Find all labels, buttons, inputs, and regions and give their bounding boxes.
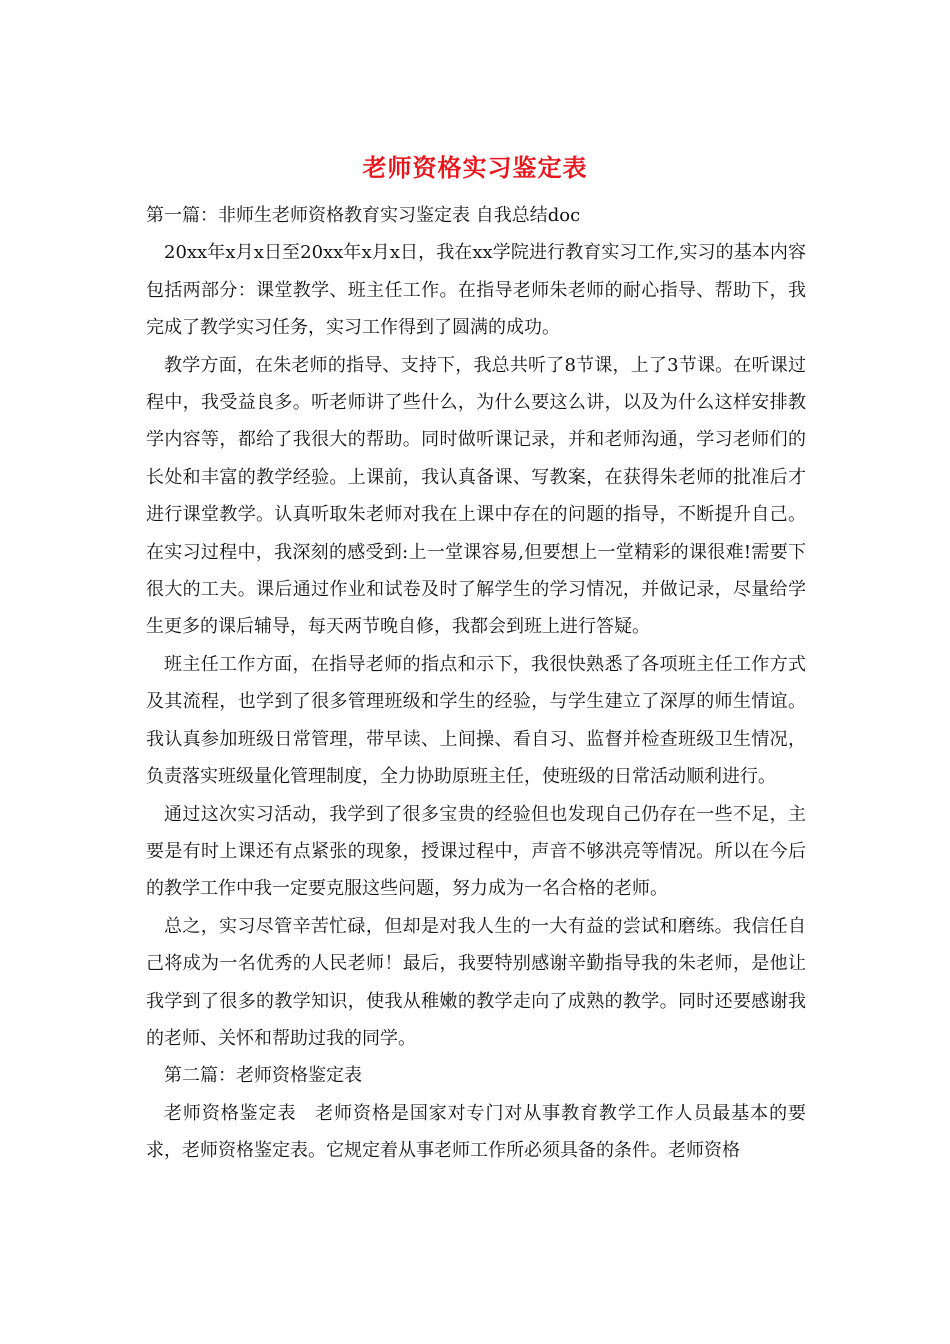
paragraph: 班主任工作方面，在指导老师的指点和示下，我很快熟悉了各项班主任工作方式及其流程，也学到了很多管理班级和学生的经验，与学生建立了深厚的师生情谊。我认真参加班级日常管理，带早读、上间操、看自习、监督并检查班级卫生情况，负责落实班级量化管理制度，全力协助原班主任，使班级的日常活动顺利进行。 xyxy=(146,653,806,788)
paragraph: 老师资格鉴定表 老师资格是国家对专门对从事教育教学工作人员最基本的要求，老师资格鉴定表。它规定着从事老师工作所必须具备的条件。老师资格 xyxy=(146,1102,806,1162)
section-heading-1: 第一篇：非师生老师资格教育实习鉴定表 自我总结doc xyxy=(146,205,581,226)
document-title: 老师资格实习鉴定表 xyxy=(362,153,588,182)
section-heading-2: 第二篇：老师资格鉴定表 xyxy=(164,1065,362,1087)
document-body xyxy=(146,197,806,1170)
paragraph: 总之，实习尽管辛苦忙碌，但却是对我人生的一大有益的尝试和磨练。我信任自己将成为一名优秀的人民老师！最后，我要特别感谢辛勤指导我的朱老师，是他让我学到了很多的教学知识，使我从稚嫩的教学走向了成熟的教学。同时还要感谢我的老师、关怀和帮助过我的同学。 xyxy=(146,915,806,1049)
paragraph: 20xx年x月x日至20xx年x月x日，我在xx学院进行教育实习工作,实习的基本内容包括两部分：课堂教学、班主任工作。在指导老师朱老师的耐心指导、帮助下，我完成了教学实习任务，实习工作得到了圆满的成功。 xyxy=(146,242,806,339)
paragraph: 教学方面，在朱老师的指导、支持下，我总共听了8节课，上了3节课。在听课过程中，我受益良多。听老师讲了些什么，为什么要这么讲，以及为什么这样安排教学内容等，都给了我很大的帮助。同时做听课记录，并和老师沟通，学习老师们的长处和丰富的教学经验。上课前，我认真备课、写教案，在获得朱老师的批准后才进行课堂教学。认真听取朱老师对我在上课中存在的问题的指导，不断提升自己。在实习过程中，我深刻的感受到:上一堂课容易,但要想上一堂精彩的课很难!需要下很大的工夫。课后通过作业和试卷及时了解学生的学习情况，并做记录，尽量给学生更多的课后辅导，每天两节晚自修，我都会到班上进行答疑。 xyxy=(146,354,806,638)
paragraph: 通过这次实习活动，我学到了很多宝贵的经验但也发现自己仍存在一些不足，主要是有时上课还有点紧张的现象，授课过程中，声音不够洪亮等情况。所以在今后的教学工作中我一定要克服这些问题，努力成为一名合格的老师。 xyxy=(146,803,806,900)
